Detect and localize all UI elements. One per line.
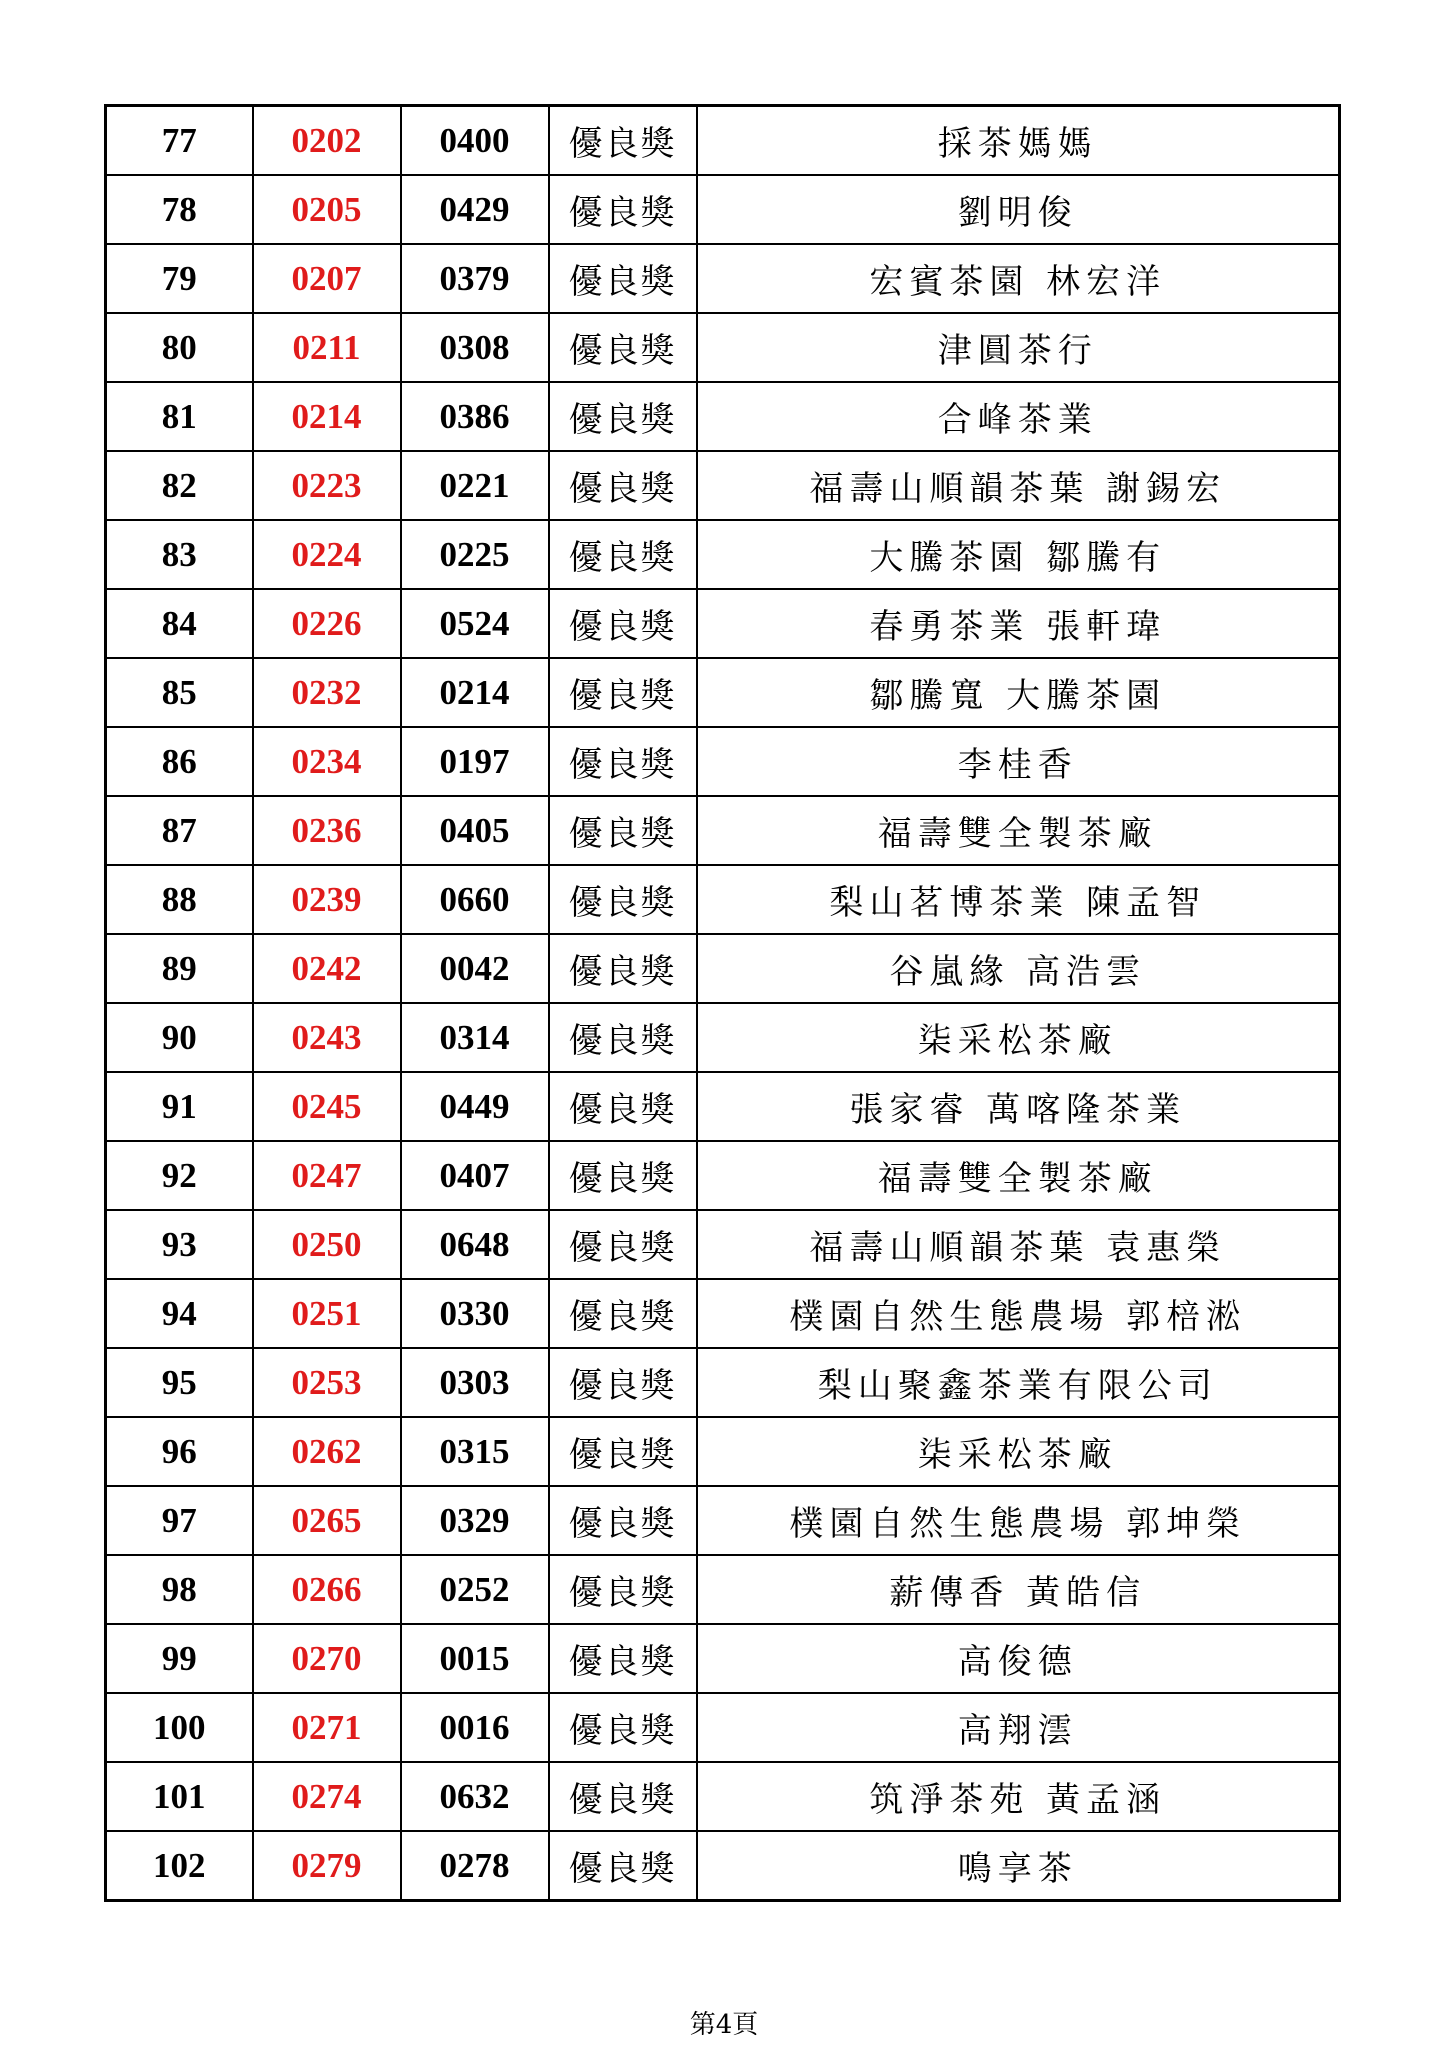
award-cell: 優良獎	[549, 244, 697, 313]
code-cell: 0274	[253, 1762, 401, 1831]
award-cell: 優良獎	[549, 1279, 697, 1348]
entry-number-cell: 0278	[401, 1831, 549, 1901]
table-row	[106, 658, 1340, 727]
winner-name-cell: 採茶媽媽	[697, 106, 1340, 176]
entry-number-cell: 0214	[401, 658, 549, 727]
code-cell: 0265	[253, 1486, 401, 1555]
table-row	[106, 1693, 1340, 1762]
award-cell: 優良獎	[549, 382, 697, 451]
award-cell: 優良獎	[549, 175, 697, 244]
table-row	[106, 934, 1340, 1003]
code-cell: 0251	[253, 1279, 401, 1348]
table-row	[106, 1072, 1340, 1141]
award-cell: 優良獎	[549, 1141, 697, 1210]
rank-cell: 80	[106, 313, 253, 382]
table-row	[106, 1210, 1340, 1279]
results-table	[104, 104, 1341, 1902]
award-cell: 優良獎	[549, 1210, 697, 1279]
entry-number-cell: 0400	[401, 106, 549, 176]
code-cell: 0232	[253, 658, 401, 727]
table-row	[106, 106, 1340, 176]
winner-name-cell: 宏賓茶園 林宏洋	[697, 244, 1340, 313]
code-cell: 0262	[253, 1417, 401, 1486]
table-row	[106, 727, 1340, 796]
table-row	[106, 382, 1340, 451]
code-cell: 0243	[253, 1003, 401, 1072]
award-cell: 優良獎	[549, 106, 697, 176]
winner-name-cell: 樸園自然生態農場 郭坤榮	[697, 1486, 1340, 1555]
entry-number-cell: 0407	[401, 1141, 549, 1210]
entry-number-cell: 0042	[401, 934, 549, 1003]
winner-name-cell: 福壽雙全製茶廠	[697, 1141, 1340, 1210]
rank-cell: 98	[106, 1555, 253, 1624]
table-row	[106, 1003, 1340, 1072]
table-row	[106, 1417, 1340, 1486]
code-cell: 0211	[253, 313, 401, 382]
entry-number-cell: 0648	[401, 1210, 549, 1279]
code-cell: 0234	[253, 727, 401, 796]
code-cell: 0207	[253, 244, 401, 313]
rank-cell: 90	[106, 1003, 253, 1072]
award-cell: 優良獎	[549, 796, 697, 865]
code-cell: 0202	[253, 106, 401, 176]
entry-number-cell: 0221	[401, 451, 549, 520]
code-cell: 0247	[253, 1141, 401, 1210]
table-row	[106, 1831, 1340, 1901]
entry-number-cell: 0449	[401, 1072, 549, 1141]
award-cell: 優良獎	[549, 658, 697, 727]
winner-name-cell: 樸園自然生態農場 郭棓淞	[697, 1279, 1340, 1348]
entry-number-cell: 0405	[401, 796, 549, 865]
entry-number-cell: 0308	[401, 313, 549, 382]
rank-cell: 94	[106, 1279, 253, 1348]
code-cell: 0239	[253, 865, 401, 934]
code-cell: 0245	[253, 1072, 401, 1141]
entry-number-cell: 0314	[401, 1003, 549, 1072]
code-cell: 0271	[253, 1693, 401, 1762]
table-row	[106, 1486, 1340, 1555]
winner-name-cell: 高翔澐	[697, 1693, 1340, 1762]
table-row	[106, 175, 1340, 244]
winner-name-cell: 春勇茶業 張軒瑋	[697, 589, 1340, 658]
table-row	[106, 1279, 1340, 1348]
entry-number-cell: 0330	[401, 1279, 549, 1348]
rank-cell: 95	[106, 1348, 253, 1417]
table-row	[106, 1762, 1340, 1831]
entry-number-cell: 0252	[401, 1555, 549, 1624]
rank-cell: 85	[106, 658, 253, 727]
table-row	[106, 1141, 1340, 1210]
entry-number-cell: 0303	[401, 1348, 549, 1417]
rank-cell: 87	[106, 796, 253, 865]
award-cell: 優良獎	[549, 865, 697, 934]
award-cell: 優良獎	[549, 1555, 697, 1624]
table-row	[106, 1555, 1340, 1624]
table-row	[106, 865, 1340, 934]
winner-name-cell: 高俊德	[697, 1624, 1340, 1693]
table-row	[106, 1624, 1340, 1693]
rank-cell: 92	[106, 1141, 253, 1210]
rank-cell: 78	[106, 175, 253, 244]
rank-cell: 100	[106, 1693, 253, 1762]
award-cell: 優良獎	[549, 727, 697, 796]
rank-cell: 97	[106, 1486, 253, 1555]
entry-number-cell: 0632	[401, 1762, 549, 1831]
code-cell: 0250	[253, 1210, 401, 1279]
code-cell: 0236	[253, 796, 401, 865]
award-cell: 優良獎	[549, 520, 697, 589]
entry-number-cell: 0386	[401, 382, 549, 451]
winner-name-cell: 鄒騰寬 大騰茶園	[697, 658, 1340, 727]
table-row	[106, 244, 1340, 313]
entry-number-cell: 0315	[401, 1417, 549, 1486]
rank-cell: 88	[106, 865, 253, 934]
award-cell: 優良獎	[549, 1072, 697, 1141]
winner-name-cell: 大騰茶園 鄒騰有	[697, 520, 1340, 589]
code-cell: 0205	[253, 175, 401, 244]
code-cell: 0224	[253, 520, 401, 589]
entry-number-cell: 0429	[401, 175, 549, 244]
award-cell: 優良獎	[549, 1762, 697, 1831]
award-cell: 優良獎	[549, 1486, 697, 1555]
winner-name-cell: 張家睿 萬喀隆茶業	[697, 1072, 1340, 1141]
winner-name-cell: 谷嵐緣 高浩雲	[697, 934, 1340, 1003]
code-cell: 0270	[253, 1624, 401, 1693]
code-cell: 0223	[253, 451, 401, 520]
winner-name-cell: 筑淨茶苑 黃孟涵	[697, 1762, 1340, 1831]
winner-name-cell: 合峰茶業	[697, 382, 1340, 451]
award-cell: 優良獎	[549, 1003, 697, 1072]
code-cell: 0266	[253, 1555, 401, 1624]
winner-name-cell: 劉明俊	[697, 175, 1340, 244]
award-cell: 優良獎	[549, 1831, 697, 1901]
winner-name-cell: 福壽山順韻茶葉 袁惠榮	[697, 1210, 1340, 1279]
rank-cell: 83	[106, 520, 253, 589]
winner-name-cell: 薪傳香 黃皓信	[697, 1555, 1340, 1624]
award-cell: 優良獎	[549, 451, 697, 520]
award-cell: 優良獎	[549, 1624, 697, 1693]
table-row	[106, 1348, 1340, 1417]
entry-number-cell: 0524	[401, 589, 549, 658]
rank-cell: 93	[106, 1210, 253, 1279]
table-row	[106, 589, 1340, 658]
rank-cell: 82	[106, 451, 253, 520]
table-row	[106, 796, 1340, 865]
winner-name-cell: 津圓茶行	[697, 313, 1340, 382]
rank-cell: 86	[106, 727, 253, 796]
award-cell: 優良獎	[549, 313, 697, 382]
award-cell: 優良獎	[549, 589, 697, 658]
entry-number-cell: 0225	[401, 520, 549, 589]
rank-cell: 99	[106, 1624, 253, 1693]
code-cell: 0253	[253, 1348, 401, 1417]
rank-cell: 91	[106, 1072, 253, 1141]
winner-name-cell: 鳴享茶	[697, 1831, 1340, 1901]
entry-number-cell: 0197	[401, 727, 549, 796]
rank-cell: 84	[106, 589, 253, 658]
rank-cell: 89	[106, 934, 253, 1003]
results-table-body	[106, 106, 1340, 1901]
entry-number-cell: 0015	[401, 1624, 549, 1693]
winner-name-cell: 李桂香	[697, 727, 1340, 796]
table-row	[106, 313, 1340, 382]
rank-cell: 102	[106, 1831, 253, 1901]
winner-name-cell: 福壽雙全製茶廠	[697, 796, 1340, 865]
winner-name-cell: 梨山茗博茶業 陳孟智	[697, 865, 1340, 934]
entry-number-cell: 0660	[401, 865, 549, 934]
code-cell: 0226	[253, 589, 401, 658]
award-cell: 優良獎	[549, 1693, 697, 1762]
code-cell: 0279	[253, 1831, 401, 1901]
page-number: 第4頁	[689, 2010, 759, 2040]
code-cell: 0242	[253, 934, 401, 1003]
table-row	[106, 520, 1340, 589]
entry-number-cell: 0016	[401, 1693, 549, 1762]
winner-name-cell: 柒采松茶廠	[697, 1417, 1340, 1486]
entry-number-cell: 0329	[401, 1486, 549, 1555]
winner-name-cell: 梨山聚鑫茶業有限公司	[697, 1348, 1340, 1417]
rank-cell: 79	[106, 244, 253, 313]
rank-cell: 101	[106, 1762, 253, 1831]
code-cell: 0214	[253, 382, 401, 451]
winner-name-cell: 柒采松茶廠	[697, 1003, 1340, 1072]
winner-name-cell: 福壽山順韻茶葉 謝錫宏	[697, 451, 1340, 520]
award-cell: 優良獎	[549, 1348, 697, 1417]
entry-number-cell: 0379	[401, 244, 549, 313]
table-row	[106, 451, 1340, 520]
award-cell: 優良獎	[549, 1417, 697, 1486]
rank-cell: 81	[106, 382, 253, 451]
award-cell: 優良獎	[549, 934, 697, 1003]
rank-cell: 77	[106, 106, 253, 176]
rank-cell: 96	[106, 1417, 253, 1486]
